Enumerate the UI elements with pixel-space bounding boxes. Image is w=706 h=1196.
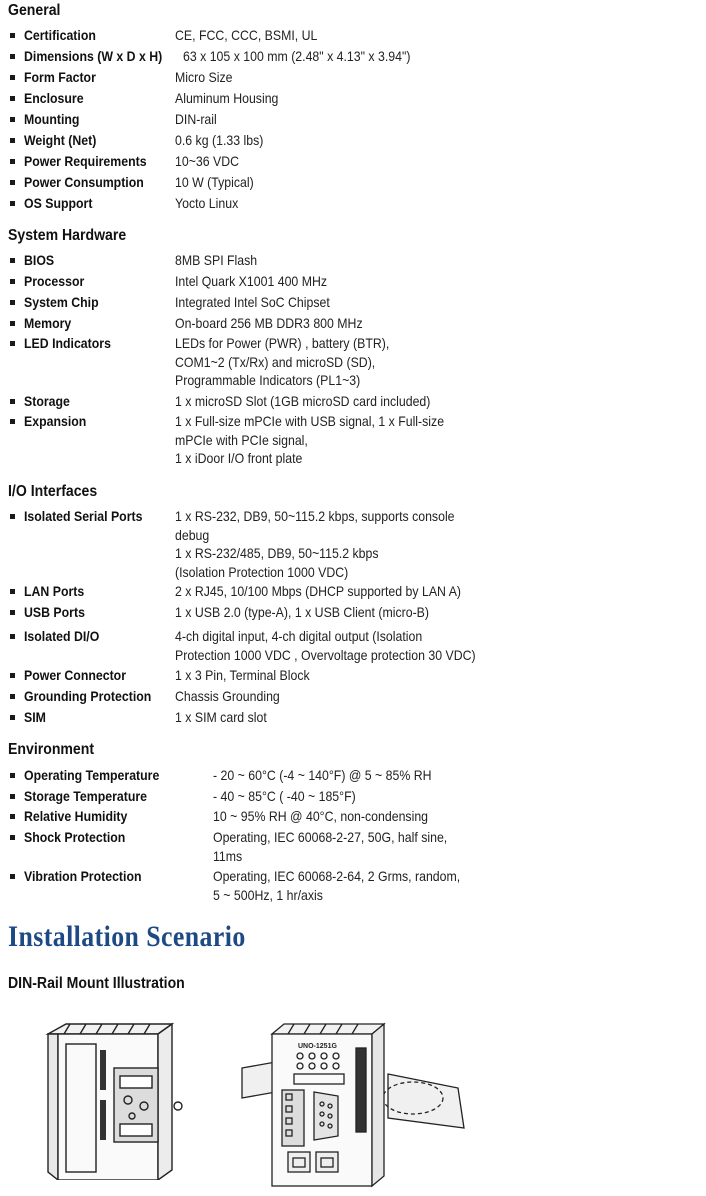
- bullet-icon: [10, 673, 15, 678]
- spec-label: Vibration Protection: [24, 868, 142, 884]
- bullet-icon: [10, 634, 15, 639]
- spec-value: 2 x RJ45, 10/100 Mbps (DHCP supported by LAN A): [175, 583, 462, 599]
- spec-label: Mounting: [24, 111, 80, 127]
- bullet-icon: [10, 159, 15, 164]
- spec-label: Relative Humidity: [24, 808, 128, 824]
- spec-value: 0.6 kg (1.33 lbs): [175, 132, 264, 148]
- spec-value: - 20 ~ 60°C (-4 ~ 140°F) @ 5 ~ 85% RH: [213, 767, 432, 783]
- bullet-icon: [10, 75, 15, 80]
- spec-value: Integrated Intel SoC Chipset: [175, 294, 330, 310]
- spec-value: 10 ~ 95% RH @ 40°C, non-condensing: [213, 808, 429, 824]
- spec-label: Form Factor: [24, 69, 96, 85]
- spec-value: 8MB SPI Flash: [175, 252, 258, 268]
- bullet-icon: [10, 33, 15, 38]
- bullet-icon: [10, 814, 15, 819]
- bullet-icon: [10, 258, 15, 263]
- spec-value: Aluminum Housing: [175, 90, 279, 106]
- spec-label: SIM: [24, 709, 46, 725]
- spec-label: Processor: [24, 273, 85, 289]
- spec-value: 10 W (Typical): [175, 174, 254, 190]
- spec-label: Expansion: [24, 413, 87, 429]
- spec-label: Storage Temperature: [24, 788, 148, 804]
- bullet-icon: [10, 794, 15, 799]
- spec-value: Operating, IEC 60068-2-64, 2 Grms, random, 5 ~ 500Hz, 1 hr/axis: [213, 868, 461, 903]
- spec-value: 1 x RS-232, DB9, 50~115.2 kbps, supports console debug 1 x RS-232/485, DB9, 50~115.2 kbps (Isolation Protection 1000 VDC): [175, 508, 455, 580]
- bullet-icon: [10, 279, 15, 284]
- bullet-icon: [10, 589, 15, 594]
- spec-label: Power Connector: [24, 667, 126, 683]
- din-rail-subtitle: DIN-Rail Mount Illustration: [8, 975, 185, 992]
- spec-value: On-board 256 MB DDR3 800 MHz: [175, 315, 363, 331]
- bullet-icon: [10, 773, 15, 778]
- installation-title: Installation Scenario: [8, 920, 246, 953]
- spec-value: Yocto Linux: [175, 195, 239, 211]
- spec-label: USB Ports: [24, 604, 85, 620]
- bullet-icon: [10, 874, 15, 879]
- spec-value: Operating, IEC 60068-2-27, 50G, half sine, 11ms: [213, 829, 448, 864]
- section-title-io-interfaces: I/O Interfaces: [8, 483, 98, 500]
- bullet-icon: [10, 138, 15, 143]
- spec-value: 1 x SIM card slot: [175, 709, 267, 725]
- spec-label: Isolated Serial Ports: [24, 508, 143, 524]
- bullet-icon: [10, 715, 15, 720]
- bullet-icon: [10, 419, 15, 424]
- spec-label: Grounding Protection: [24, 688, 152, 704]
- spec-label: Certification: [24, 27, 96, 43]
- spec-value: 63 x 105 x 100 mm (2.48" x 4.13" x 3.94"): [183, 48, 411, 64]
- spec-label: Power Consumption: [24, 174, 144, 190]
- bullet-icon: [10, 341, 15, 346]
- spec-label: OS Support: [24, 195, 93, 211]
- spec-label: Dimensions (W x D x H): [24, 48, 163, 64]
- spec-label: Shock Protection: [24, 829, 126, 845]
- spec-value: 1 x USB 2.0 (type-A), 1 x USB Client (micro-B): [175, 604, 430, 620]
- spec-label: Weight (Net): [24, 132, 97, 148]
- bullet-icon: [10, 610, 15, 615]
- side-view-illustration: [40, 1020, 190, 1180]
- spec-label: BIOS: [24, 252, 55, 268]
- spec-label: LAN Ports: [24, 583, 85, 599]
- bullet-icon: [10, 399, 15, 404]
- spec-label: System Chip: [24, 294, 99, 310]
- spec-value: 1 x Full-size mPCIe with USB signal, 1 x Full-size mPCIe with PCIe signal, 1 x iDoor I/O front plate: [175, 413, 445, 466]
- section-title-system-hardware: System Hardware: [8, 227, 127, 244]
- spec-label: Operating Temperature: [24, 767, 160, 783]
- bullet-icon: [10, 321, 15, 326]
- spec-value: Micro Size: [175, 69, 233, 85]
- bullet-icon: [10, 694, 15, 699]
- spec-label: Isolated DI/O: [24, 628, 100, 644]
- bullet-icon: [10, 201, 15, 206]
- spec-label: Storage: [24, 393, 70, 409]
- spec-label: Power Requirements: [24, 153, 147, 169]
- spec-value: 1 x 3 Pin, Terminal Block: [175, 667, 310, 683]
- spec-value: Intel Quark X1001 400 MHz: [175, 273, 328, 289]
- bullet-icon: [10, 300, 15, 305]
- spec-value: DIN-rail: [175, 111, 217, 127]
- spec-value: Chassis Grounding: [175, 688, 280, 704]
- bullet-icon: [10, 514, 15, 519]
- section-title-environment: Environment: [8, 741, 95, 758]
- spec-value: 10~36 VDC: [175, 153, 240, 169]
- spec-value: - 40 ~ 85°C ( -40 ~ 185°F): [213, 788, 356, 804]
- spec-label: LED Indicators: [24, 335, 111, 351]
- spec-value: CE, FCC, CCC, BSMI, UL: [175, 27, 318, 43]
- front-view-illustration: [238, 1018, 468, 1188]
- spec-value: 1 x microSD Slot (1GB microSD card included): [175, 393, 431, 409]
- spec-label: Enclosure: [24, 90, 84, 106]
- spec-value: LEDs for Power (PWR) , battery (BTR), COM1~2 (Tx/Rx) and microSD (SD), Programmable Indicators (PL1~3): [175, 335, 390, 388]
- spec-label: Memory: [24, 315, 72, 331]
- bullet-icon: [10, 835, 15, 840]
- bullet-icon: [10, 117, 15, 122]
- bullet-icon: [10, 96, 15, 101]
- section-title-general: General: [8, 2, 61, 19]
- device-label: UNO-1251G: [298, 1043, 337, 1050]
- bullet-icon: [10, 180, 15, 185]
- spec-value: 4-ch digital input, 4-ch digital output (Isolation Protection 1000 VDC , Overvoltage protection 30 VDC): [175, 628, 476, 663]
- bullet-icon: [10, 54, 15, 59]
